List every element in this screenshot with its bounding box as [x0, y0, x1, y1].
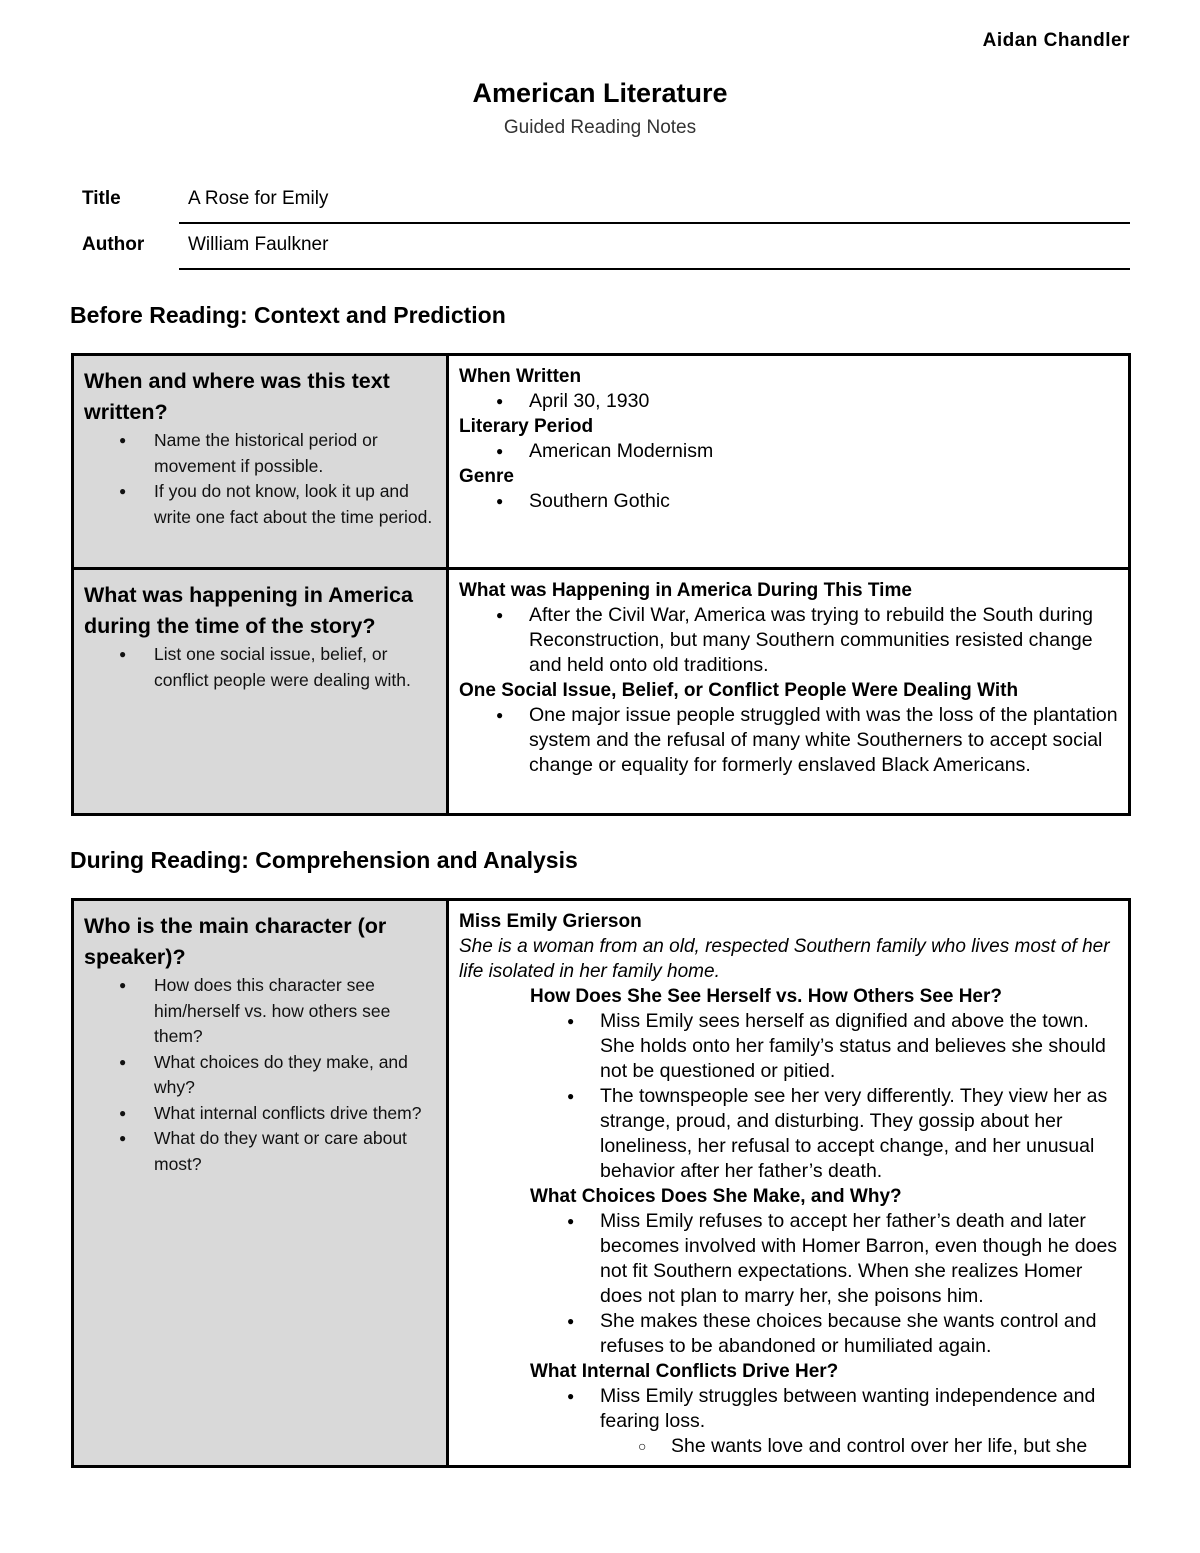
answer-item: ● Miss Emily refuses to accept her father’s death and later becomes involved with Homer Barron, even though he does not fit Southern expectations. When she realizes Homer does not plan to marry her, she poisons him. — [459, 1209, 1118, 1309]
prompt-list — [84, 642, 436, 693]
answer-list — [459, 1009, 1118, 1184]
answer-cell[interactable] — [448, 569, 1130, 815]
answer-list — [459, 489, 1118, 514]
document-subtitle: Guided Reading Notes — [503, 117, 697, 138]
title-field-row — [82, 180, 1130, 224]
prompt-question: What was happening in America during the time of the story? — [84, 583, 413, 638]
prompt-item: ● What do they want or care about most? — [84, 1126, 436, 1177]
prompt-item: ● How does this character see him/herself vs. how others see them? — [84, 973, 436, 1050]
prompt-list — [84, 973, 436, 1177]
title-value[interactable]: A Rose for Emily — [188, 188, 329, 209]
answer-list — [459, 439, 1118, 464]
answer-subheading: What Choices Does She Make, and Why? — [530, 1186, 902, 1207]
answer-list — [459, 703, 1118, 778]
author-label: Author — [82, 234, 145, 255]
character-description: She is a woman from an old, respected Southern family who lives most of her life isolated in her family home. — [459, 936, 1110, 982]
prompt-cell — [73, 569, 448, 815]
before-reading-heading: Before Reading: Context and Prediction — [70, 302, 506, 328]
answer-list — [459, 1384, 1118, 1434]
answer-subheading: How Does She See Herself vs. How Others See Her? — [530, 986, 1003, 1007]
during-reading-heading: During Reading: Comprehension and Analysis — [70, 847, 578, 873]
answer-item: ● One major issue people struggled with was the loss of the plantation system and the refusal of many white Southerners to accept social change or equality for formerly enslaved Black Americans. — [459, 703, 1118, 778]
answer-list — [459, 1209, 1118, 1359]
answer-item: ● After the Civil War, America was trying to rebuild the South during Reconstruction, but many Southern communities resisted change and held onto old traditions. — [459, 603, 1118, 678]
before-reading-table — [71, 353, 1131, 816]
answer-item: ● Miss Emily sees herself as dignified and above the town. She holds onto her family’s status and believes she should not be questioned or pitied. — [459, 1009, 1118, 1084]
prompt-list — [84, 428, 436, 530]
student-name: Aidan Chandler — [982, 30, 1130, 51]
title-label: Title — [82, 188, 121, 209]
answer-heading: Genre — [459, 466, 514, 487]
answer-heading: When Written — [459, 366, 582, 387]
table-row — [73, 569, 1130, 815]
answer-item: ● Southern Gothic — [459, 489, 1118, 514]
author-underline — [179, 268, 1130, 270]
answer-list — [459, 603, 1118, 678]
answer-subheading: What Internal Conflicts Drive Her? — [530, 1361, 839, 1382]
answer-item: ● American Modernism — [459, 439, 1118, 464]
prompt-item: ● If you do not know, look it up and write one fact about the time period. — [84, 479, 436, 530]
answer-item: ● The townspeople see her very differently. They view her as strange, proud, and disturbing. They gossip about her loneliness, her refusal to accept change, and her unusual behavior after her father’s death. — [459, 1084, 1118, 1184]
answer-list — [459, 389, 1118, 414]
answer-heading: One Social Issue, Belief, or Conflict People Were Dealing With — [459, 680, 1019, 701]
document-title: American Literature — [472, 78, 728, 108]
answer-heading: What was Happening in America During This Time — [459, 580, 912, 601]
table-row — [73, 355, 1130, 569]
author-value[interactable]: William Faulkner — [188, 234, 329, 255]
answer-subitem: ○ She wants love and control over her life, but she — [459, 1434, 1118, 1459]
prompt-cell — [73, 900, 448, 1467]
answer-cell[interactable] — [448, 900, 1130, 1467]
answer-sublist — [459, 1434, 1118, 1459]
answer-cell[interactable] — [448, 355, 1130, 569]
prompt-question: When and where was this text written? — [84, 369, 390, 424]
prompt-item: ● Name the historical period or movement if possible. — [84, 428, 436, 479]
title-underline — [179, 222, 1130, 224]
author-field-row — [82, 226, 1130, 270]
answer-item: ● Miss Emily struggles between wanting independence and fearing loss. — [459, 1384, 1118, 1434]
character-name: Miss Emily Grierson — [459, 911, 642, 932]
during-reading-table — [71, 898, 1131, 1468]
answer-heading: Literary Period — [459, 416, 594, 437]
prompt-item: ● List one social issue, belief, or conflict people were dealing with. — [84, 642, 436, 693]
prompt-item: ● What choices do they make, and why? — [84, 1050, 436, 1101]
answer-item: ● She makes these choices because she wants control and refuses to be abandoned or humiliated again. — [459, 1309, 1118, 1359]
answer-item: ● April 30, 1930 — [459, 389, 1118, 414]
prompt-item: ● What internal conflicts drive them? — [84, 1101, 436, 1127]
prompt-cell — [73, 355, 448, 569]
prompt-question: Who is the main character (or speaker)? — [84, 914, 387, 969]
table-row — [73, 900, 1130, 1467]
